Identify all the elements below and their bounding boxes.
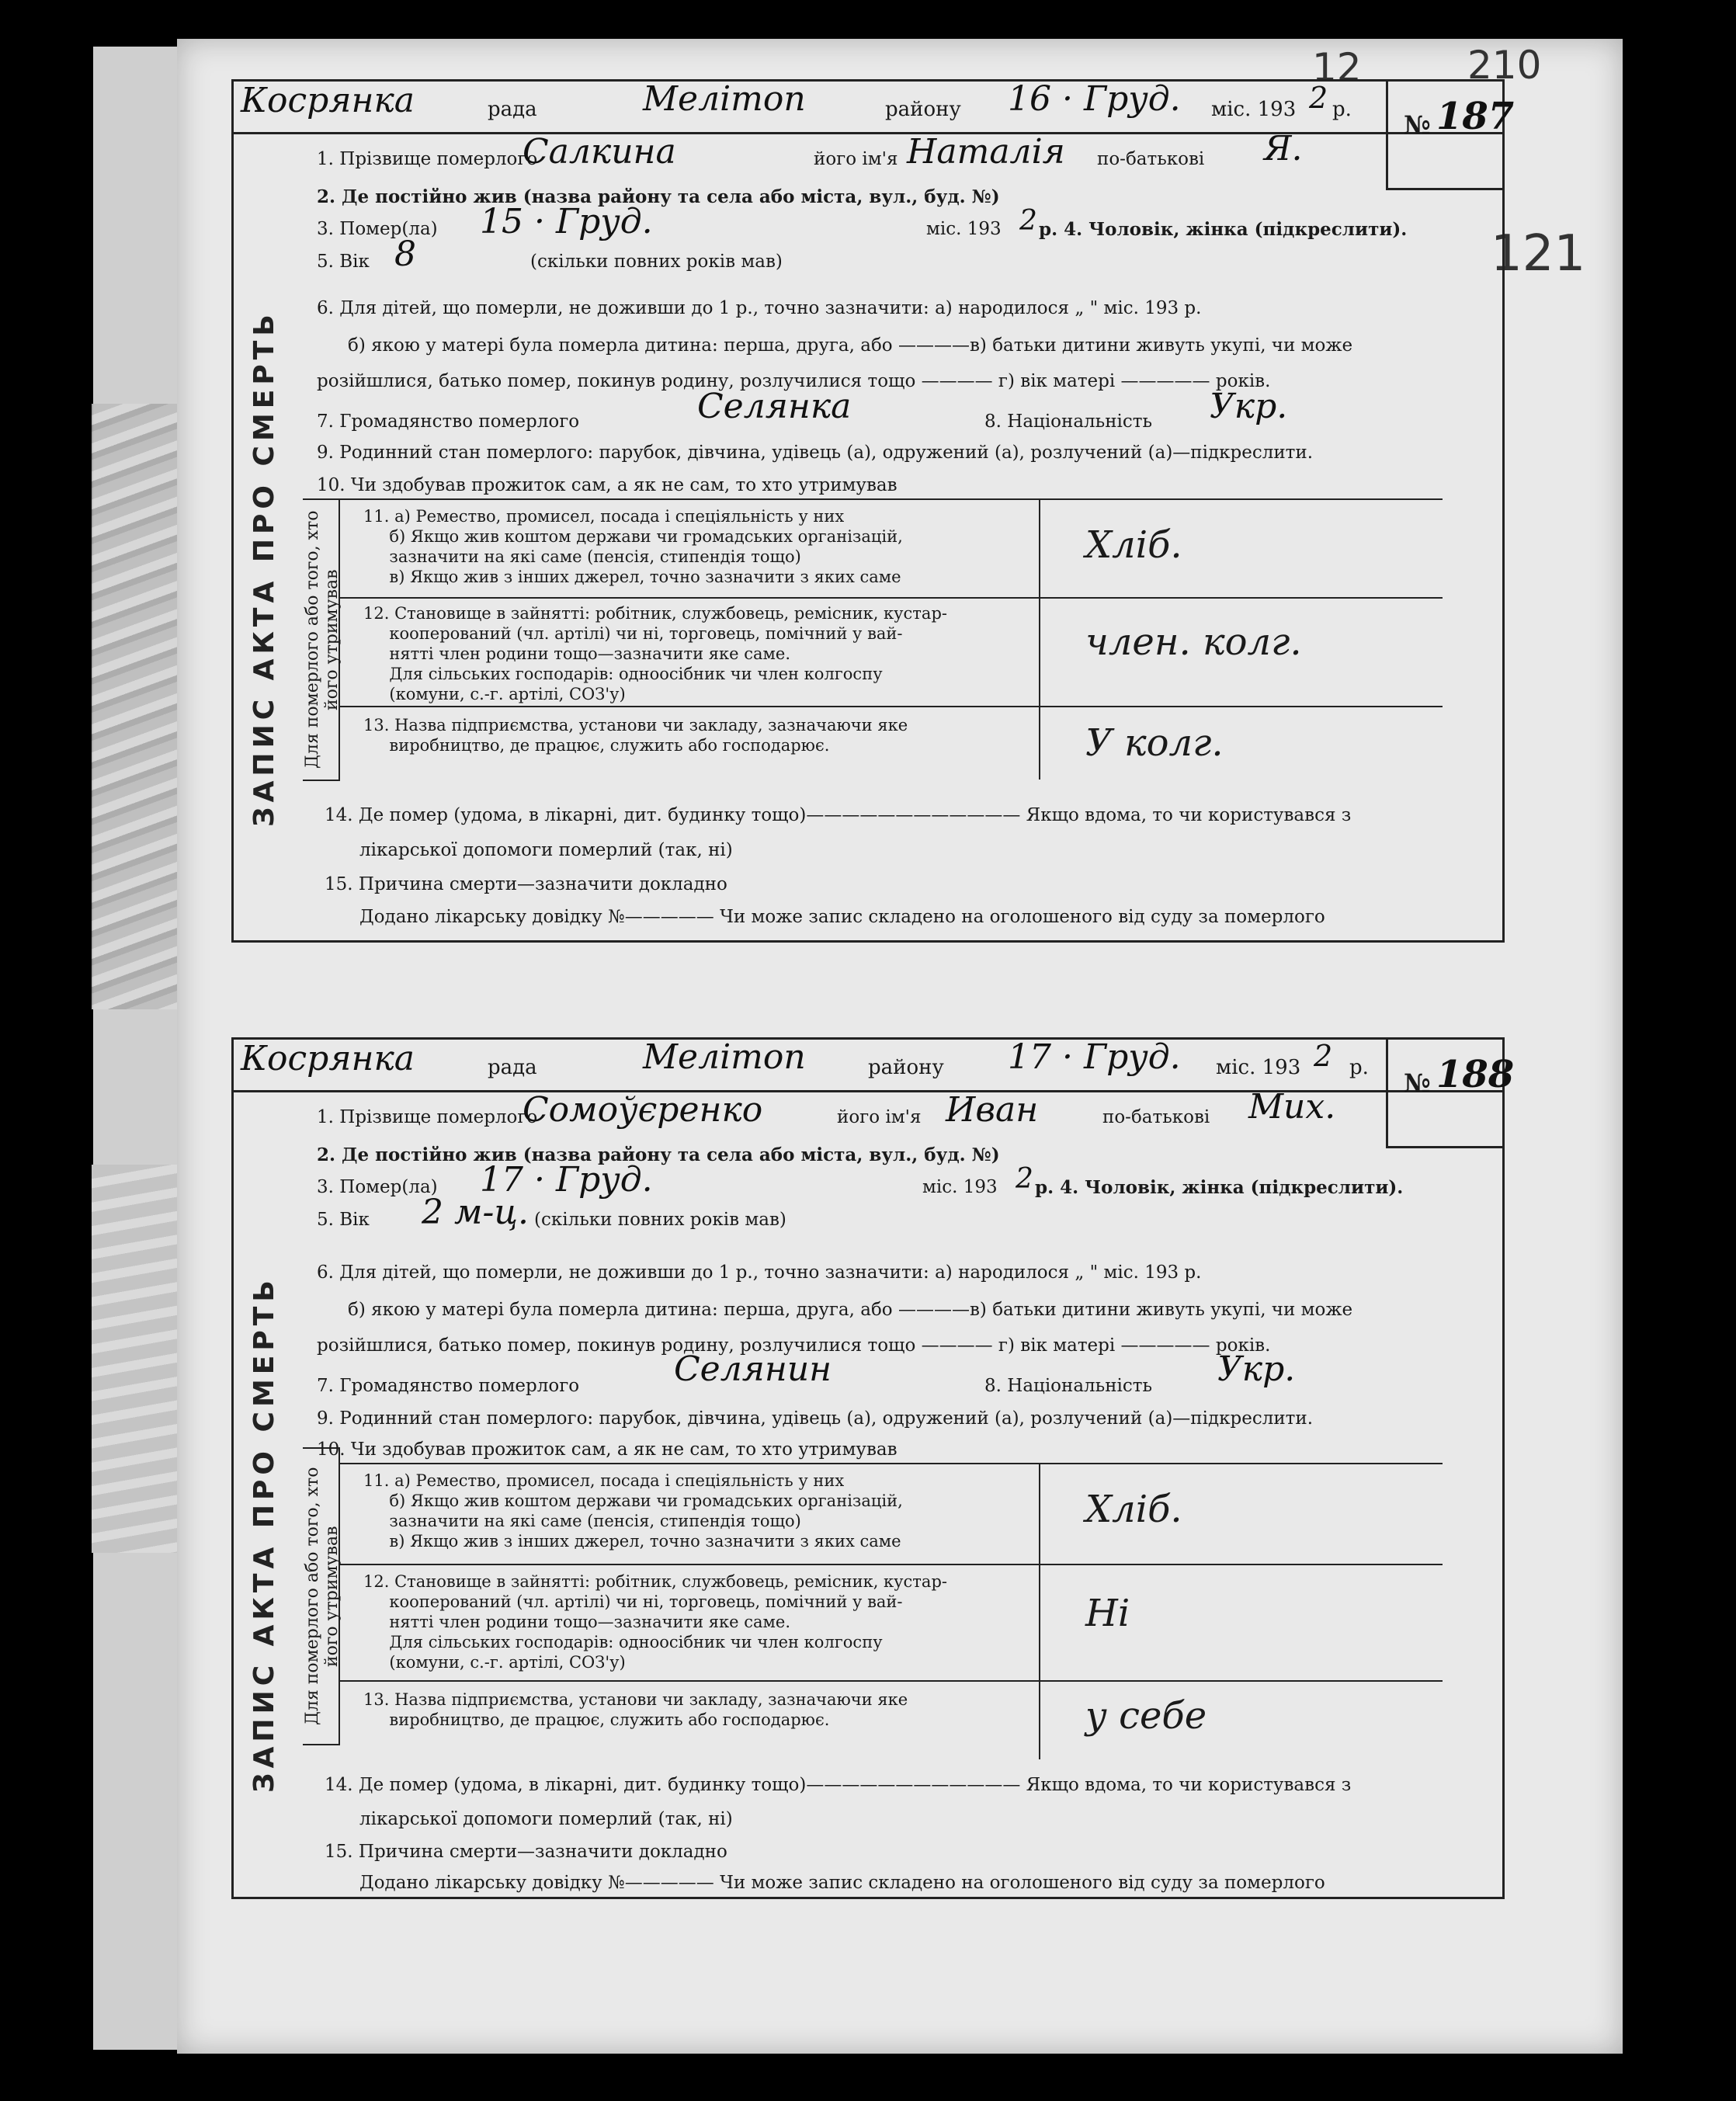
table-row [340,1680,1443,1758]
number-label: № [1404,110,1431,140]
row-13-value: У колг. [1085,721,1224,765]
line-14b: лікарської допомоги померлий (так, ні) [359,840,733,860]
district-label: району [885,98,961,121]
number-label: № [1404,1068,1431,1098]
patronymic-label: по-батькові [1097,149,1205,169]
row-11-text: 11. а) Ремество, промисел, посада і спеціяльність у них б) Якщо жив коштом держави чи громадських організацій, зазначити на які саме (пенсія, стипендія тощо) в) Якщо жив з інших джерел, точно зазначити з яких саме [363,507,903,586]
row-12-text: 12. Становище в зайнятті: робітник, службовець, ремісник, кустар- кооперований (чл. артілі) чи ні, торговець, помічний у вай- нятті член родини тощо—зазначити яке саме. Для сільських господарів: одноосібник чи член колгоспу (комуни, с.-г. артілі, СОЗ'у) [363,1572,947,1672]
district-value: Мелітоп [643,1037,806,1077]
year-suffix: р. [1332,98,1352,121]
line-6c: розійшлися, батько помер, покинув родину, розлучилися тощо ———— г) вік матері ————— років. [317,1335,1271,1356]
surname-value: Салкина [523,132,676,172]
record-header [231,1037,1505,1092]
surname-value: Сомоўєренко [523,1090,763,1130]
age-value: 8 [394,234,416,274]
line-6c: розійшлися, батько помер, покинув родину, розлучилися тощо ———— г) вік матері ————— років. [317,371,1271,391]
side-title: ЗАПИС АКТА ПРО СМЕРТЬ [248,1276,280,1793]
age-note: (скільки повних років мав) [530,252,783,272]
row-13-text: 13. Назва підприємства, установи чи закладу, зазначаючи яке виробництво, де працює, служить або господарює. [363,716,908,755]
line-1 [317,149,537,169]
age-label: 5. Вік [317,252,370,272]
side-box [303,1447,340,1745]
patronymic-value: Мих. [1248,1087,1336,1127]
row-12-text: 12. Становище в зайнятті: робітник, службовець, ремісник, кустар- кооперований (чл. артілі) чи ні, торговець, помічний у вай- нятті член родини тощо—зазначити яке саме. Для сільських господарів: одноосібник чи член колгоспу (комуни, с.-г. артілі, СОЗ'у) [363,604,947,703]
table-row [340,1564,1443,1682]
year-suffix: р. [1349,1056,1369,1079]
sex-line: р. 4. Чоловік, жінка (підкреслити). [1035,1177,1404,1198]
line-15: 15. Причина смерти—зазначити докладно [325,874,727,894]
age-value: 2 м-ц. [422,1193,529,1232]
citizenship-label: 7. Громадянство померлого [317,412,580,432]
surname-label: 1. Прізвище померлого [317,1107,538,1127]
year-value: 2 [1309,81,1328,115]
record-number-box [1386,1037,1515,1148]
died-month-label: міс. 193 [922,1177,998,1197]
line-16: Додано лікарську довідку №————— Чи може запис складено на оголошеного від суду за померлого [359,1873,1325,1893]
line-16: Додано лікарську довідку №————— Чи може запис складено на оголошеного від суду за померлого [359,907,1325,927]
patronymic-label: по-батькові [1102,1107,1210,1127]
line-14b: лікарської допомоги померлий (так, ні) [359,1809,733,1829]
age-note: (скільки повних років мав) [534,1210,786,1230]
record-number-box [1386,79,1515,190]
nationality-value: Укр. [1210,387,1288,426]
row-11-text: 11. а) Ремество, промисел, посада і спеціяльність у них б) Якщо жив коштом держави чи громадських організацій, зазначити на які саме (пенсія, стипендія тощо) в) Якщо жив з інших джерел, точно зазначити з яких саме [363,1471,903,1551]
month-label: міс. 193 [1211,98,1297,121]
council-label: рада [488,1056,537,1079]
died-year: 2 [1016,1163,1033,1195]
line-6a: 6. Для дітей, що померли, не доживши до 1 р., точно зазначити: а) народилося „ " міс. 193 р. [317,1262,1202,1283]
line-14a: 14. Де помер (удома, в лікарні, дит. будинку тощо)———————————— Якщо вдома, то чи користувався з [325,1775,1352,1795]
margin-mark: 121 [1491,225,1586,283]
side-box [303,498,340,781]
council-value: Косрянка [241,81,415,120]
died-date: 15 · Груд. [480,202,653,241]
line-10: 10. Чи здобував прожиток сам, а як не сам, то хто утримував [317,1439,898,1460]
patronymic-value: Я. [1264,129,1303,168]
name-label: його ім'я [837,1107,922,1127]
page-number: 210 [1467,43,1542,88]
table-row [340,500,1443,599]
line-2: 2. Де постійно жив (назва району та села або міста, вул., буд. №) [317,1144,1000,1165]
district-label: району [868,1056,944,1079]
died-date: 17 · Груд. [480,1160,653,1200]
age-label: 5. Вік [317,1210,370,1230]
died-year: 2 [1019,205,1037,237]
line-9: 9. Родинний стан померлого: парубок, дівчина, удівець (а), одружений (а), розлучений (а)—підкреслити. [317,443,1314,463]
died-label: 3. Помер(ла) [317,219,438,239]
line-6b: б) якою у матері була померла дитина: перша, друга, або ————в) батьки дитини живуть укупі, чи може [348,335,1353,356]
side-title: ЗАПИС АКТА ПРО СМЕРТЬ [248,310,280,827]
death-record-1 [231,79,1515,943]
nationality-value: Укр. [1217,1349,1296,1389]
record-number: 188 [1436,1053,1515,1096]
council-value: Косрянка [241,1039,415,1078]
line-14a: 14. Де помер (удома, в лікарні, дит. будинку тощо)———————————— Якщо вдома, то чи користувався з [325,805,1352,825]
citizenship-label: 7. Громадянство померлого [317,1376,580,1396]
surname-label: 1. Прізвище померлого [317,149,538,169]
occupation-table [340,498,1443,780]
row-12-value: Ні [1085,1592,1130,1635]
name-label: його ім'я [814,149,898,169]
row-11-value: Хліб. [1085,1488,1182,1531]
record-header [231,79,1505,134]
line-9: 9. Родинний стан померлого: парубок, дівчина, удівець (а), одружений (а), розлучений (а)—підкреслити. [317,1408,1314,1429]
record-number: 187 [1436,95,1515,138]
council-label: рада [488,98,537,121]
row-13-value: у себе [1085,1694,1207,1738]
date-value: 16 · Груд. [1008,79,1181,119]
name-value: Иван [946,1090,1039,1130]
table-row [340,706,1443,780]
line-6a: 6. Для дітей, що померли, не доживши до 1 р., точно зазначити: а) народилося „ " міс. 193 р. [317,298,1202,318]
row-11-value: Хліб. [1085,523,1182,567]
date-value: 17 · Груд. [1008,1037,1181,1077]
side-box-label: Для померлого або того, хто його утримував [303,510,342,769]
line-6b: б) якою у матері була померла дитина: перша, друга, або ————в) батьки дитини живуть укупі, чи може [348,1300,1353,1320]
citizenship-value: Селянин [674,1349,832,1389]
month-label: міс. 193 [1216,1056,1301,1079]
page-number-small: 12 [1312,45,1362,90]
nationality-label: 8. Національність [984,412,1153,432]
line-2: 2. Де постійно жив (назва району та села або міста, вул., буд. №) [317,186,1000,207]
table-row [340,1464,1443,1565]
table-row [340,597,1443,707]
sex-line: р. 4. Чоловік, жінка (підкреслити). [1039,219,1408,240]
citizenship-value: Селянка [697,387,852,426]
line-15: 15. Причина смерти—зазначити докладно [325,1842,727,1862]
row-13-text: 13. Назва підприємства, установи чи закладу, зазначаючи яке виробництво, де працює, служить або господарює. [363,1690,908,1729]
name-value: Наталія [907,132,1065,172]
occupation-table [340,1463,1443,1759]
side-box-label: Для померлого або того, хто його утримував [303,1467,342,1726]
line-10: 10. Чи здобував прожиток сам, а як не сам, то хто утримував [317,475,898,495]
death-record-2 [231,1037,1515,1899]
died-label: 3. Помер(ла) [317,1177,438,1197]
year-value: 2 [1314,1039,1333,1073]
district-value: Мелітоп [643,79,806,119]
died-month-label: міс. 193 [926,219,1002,239]
nationality-label: 8. Національність [984,1376,1153,1396]
row-12-value: член. колг. [1085,620,1302,664]
